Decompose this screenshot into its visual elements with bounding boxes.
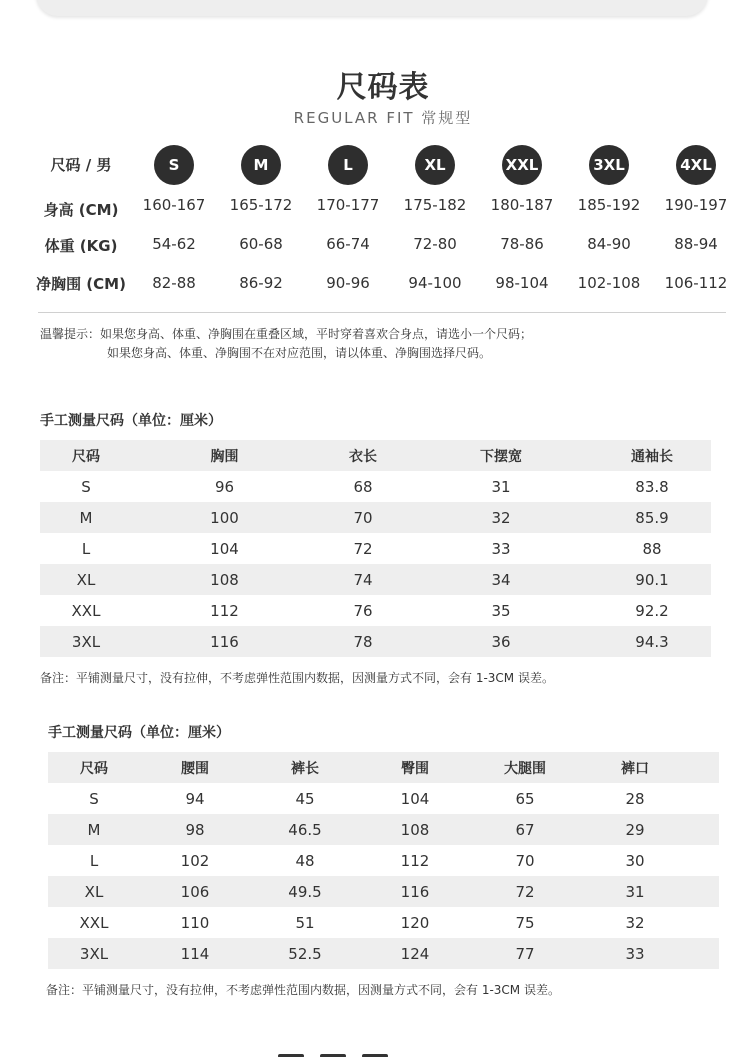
- table-cell: XXL: [79, 913, 109, 932]
- size-badge-4xl: 4XL: [676, 145, 716, 185]
- table-cell: 30: [625, 851, 645, 870]
- chest-value: 98-104: [495, 274, 549, 292]
- table-cell: 52.5: [250, 938, 360, 969]
- table-cell: 94.3: [593, 626, 711, 657]
- table-cell: 108: [132, 564, 317, 595]
- table-cell: 29: [580, 814, 690, 845]
- table-row: [48, 845, 719, 876]
- weight-value: 72-80: [413, 235, 457, 253]
- table-row: [40, 471, 711, 502]
- height-row: [0, 195, 750, 235]
- chest-value: 102-108: [577, 274, 641, 292]
- table-cell: 46.5: [250, 814, 360, 845]
- column-header: 尺码: [48, 752, 140, 783]
- chest-value: 82-88: [152, 274, 196, 292]
- column-header: 臀围: [360, 752, 470, 783]
- chest-value: 94-100: [408, 274, 462, 292]
- bottom-table-note: 备注：平铺测量尺寸，没有拉伸，不考虑弹性范围内数据，因测量方式不同，会有 1-3CM 误差。: [46, 983, 560, 997]
- table-cell: 32: [409, 502, 593, 533]
- table-cell: 70: [317, 502, 409, 533]
- table-cell: 48: [295, 851, 315, 870]
- table-cell: 116: [360, 876, 470, 907]
- table-cell: 72: [470, 876, 580, 907]
- table-row: [40, 533, 711, 564]
- height-value: 180-187: [490, 196, 554, 214]
- table-cell: 96: [214, 477, 235, 496]
- column-header: 大腿围: [470, 752, 580, 783]
- table-cell: 88: [642, 539, 662, 558]
- table-filler: [690, 783, 719, 814]
- table-cell: 45: [295, 789, 315, 808]
- table-cell: 116: [132, 626, 317, 657]
- table-cell: 120: [400, 913, 430, 932]
- section-divider: [38, 312, 726, 313]
- size-badge-3xl: 3XL: [589, 145, 629, 185]
- chest-value: 90-96: [326, 274, 370, 292]
- table-cell: 32: [625, 913, 645, 932]
- table-cell: 78: [317, 626, 409, 657]
- column-header: 胸围: [132, 440, 317, 471]
- chest-row-label: 净胸围 (CM): [36, 275, 126, 293]
- table-cell: M: [40, 502, 132, 533]
- table-cell: 31: [580, 876, 690, 907]
- weight-value: 66-74: [326, 235, 370, 253]
- size-badge-l: L: [328, 145, 368, 185]
- size-badge-m: M: [241, 145, 281, 185]
- table-row: [40, 595, 711, 626]
- chest-value: 106-112: [664, 274, 728, 292]
- top-table-title: 手工测量尺码（单位：厘米）: [40, 413, 222, 429]
- column-header: 尺码: [40, 440, 132, 471]
- table-filler: [690, 752, 719, 783]
- table-cell: 100: [132, 502, 317, 533]
- table-row: [40, 502, 711, 533]
- column-header: 衣长: [317, 440, 409, 471]
- table-row: [40, 564, 711, 595]
- weight-value: 78-86: [500, 235, 544, 253]
- table-cell: 74: [317, 564, 409, 595]
- table-cell: 102: [180, 851, 210, 870]
- table-cell: 108: [360, 814, 470, 845]
- weight-value: 60-68: [239, 235, 283, 253]
- table-cell: 68: [353, 477, 373, 496]
- table-row: [40, 626, 711, 657]
- table-header-row: [48, 752, 719, 783]
- table-cell: 70: [515, 851, 535, 870]
- table-cell: 35: [491, 601, 511, 620]
- tip-line-1: 温馨提示：如果您身高、体重、净胸围在重叠区域，平时穿着喜欢合身点，请选小一个尺码；: [40, 327, 533, 341]
- height-value: 190-197: [664, 196, 728, 214]
- weight-value: 54-62: [152, 235, 196, 253]
- weight-row: [0, 234, 750, 274]
- table-cell: L: [89, 851, 99, 870]
- table-row: [48, 938, 719, 969]
- table-cell: XXL: [71, 601, 101, 620]
- table-filler: [690, 938, 719, 969]
- table-cell: 49.5: [250, 876, 360, 907]
- bottom-measurement-table: [48, 752, 719, 969]
- table-cell: S: [89, 789, 99, 808]
- table-cell: XL: [48, 876, 140, 907]
- table-row: [48, 814, 719, 845]
- column-header: 腰围: [140, 752, 250, 783]
- table-cell: 67: [470, 814, 580, 845]
- chest-row: [0, 273, 750, 313]
- table-cell: 112: [400, 851, 430, 870]
- table-header-row: [40, 440, 711, 471]
- size-badge-xl: XL: [415, 145, 455, 185]
- page-subtitle: REGULAR FIT 常规型: [293, 109, 473, 127]
- table-cell: S: [81, 477, 91, 496]
- weight-value: 84-90: [587, 235, 631, 253]
- table-row: [48, 907, 719, 938]
- table-cell: 92.2: [635, 601, 669, 620]
- table-cell: 112: [210, 601, 239, 620]
- table-row: [48, 783, 719, 814]
- top-table-note: 备注：平铺测量尺寸，没有拉伸，不考虑弹性范围内数据，因测量方式不同，会有 1-3CM 误差。: [40, 671, 554, 685]
- table-cell: 124: [360, 938, 470, 969]
- height-row-label: 身高 (CM): [43, 201, 119, 219]
- table-cell: 85.9: [593, 502, 711, 533]
- table-cell: 114: [140, 938, 250, 969]
- table-cell: 72: [353, 539, 373, 558]
- column-header: 通袖长: [593, 440, 711, 471]
- height-value: 175-182: [403, 196, 467, 214]
- table-cell: 65: [515, 789, 535, 808]
- tip-line-2: 如果您身高、体重、净胸围不在对应范围，请以体重、净胸围选择尺码。: [107, 346, 492, 360]
- table-cell: 90.1: [593, 564, 711, 595]
- height-value: 185-192: [577, 196, 641, 214]
- table-cell: 33: [491, 539, 511, 558]
- table-cell: 34: [409, 564, 593, 595]
- table-cell: 3XL: [48, 938, 140, 969]
- table-filler: [690, 814, 719, 845]
- table-cell: 3XL: [40, 626, 132, 657]
- column-header: 裤口: [580, 752, 690, 783]
- height-value: 165-172: [229, 196, 293, 214]
- table-cell: 104: [400, 789, 430, 808]
- size-badge-xxl: XXL: [502, 145, 542, 185]
- table-cell: 51: [295, 913, 315, 932]
- size-row-label: 尺码 / 男: [50, 156, 112, 174]
- size-row: [0, 145, 750, 185]
- table-cell: 31: [491, 477, 511, 496]
- table-cell: 28: [625, 789, 645, 808]
- page-title: 尺码表: [336, 70, 430, 105]
- table-row: [48, 876, 719, 907]
- height-value: 170-177: [316, 196, 380, 214]
- table-filler: [690, 907, 719, 938]
- table-cell: XL: [40, 564, 132, 595]
- table-filler: [690, 876, 719, 907]
- size-badge-s: S: [154, 145, 194, 185]
- table-cell: 106: [140, 876, 250, 907]
- table-cell: 36: [409, 626, 593, 657]
- weight-value: 88-94: [674, 235, 718, 253]
- table-cell: L: [81, 539, 91, 558]
- top-measurement-table: [40, 440, 711, 657]
- table-filler: [690, 845, 719, 876]
- top-banner-bar: [36, 0, 708, 16]
- weight-row-label: 体重 (KG): [44, 237, 118, 255]
- table-cell: 83.8: [635, 477, 669, 496]
- table-cell: 110: [180, 913, 210, 932]
- chest-value: 86-92: [239, 274, 283, 292]
- table-cell: 33: [580, 938, 690, 969]
- table-cell: 94: [185, 789, 205, 808]
- bottom-table-title: 手工测量尺码（单位：厘米）: [48, 725, 230, 741]
- table-cell: 77: [470, 938, 580, 969]
- table-cell: M: [48, 814, 140, 845]
- height-value: 160-167: [142, 196, 206, 214]
- table-cell: 104: [210, 539, 239, 558]
- column-header: 裤长: [250, 752, 360, 783]
- column-header: 下摆宽: [409, 440, 593, 471]
- table-cell: 76: [353, 601, 373, 620]
- table-cell: 98: [140, 814, 250, 845]
- table-cell: 75: [515, 913, 535, 932]
